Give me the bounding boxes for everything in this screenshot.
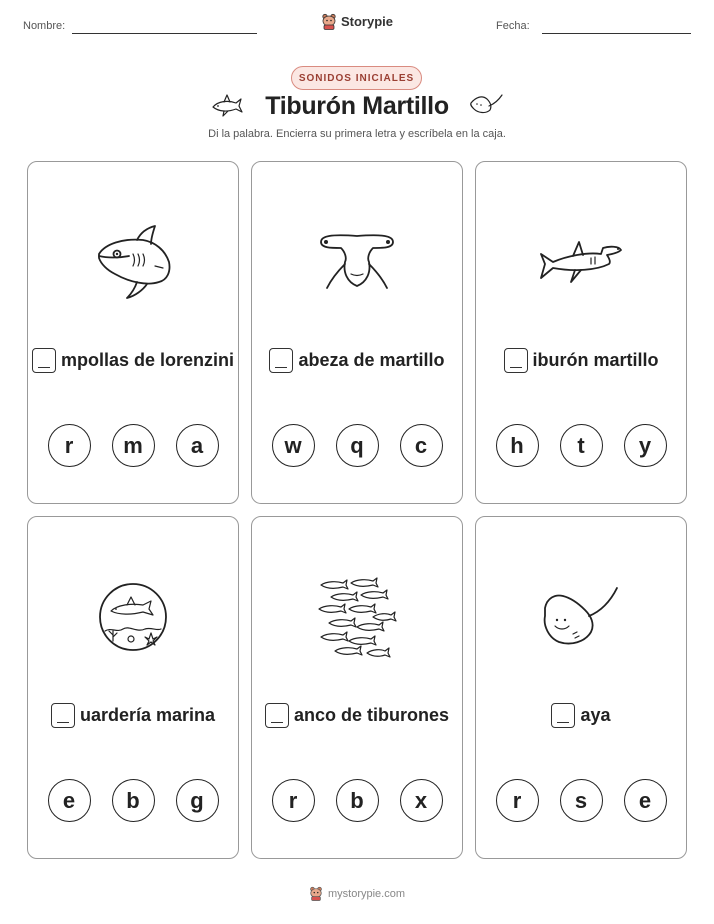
footer [0, 886, 714, 901]
card-2-word-row [252, 348, 462, 373]
date-label: Fecha: [496, 20, 530, 32]
letter-choice[interactable]: b [336, 779, 379, 822]
letter-choice[interactable]: e [624, 779, 667, 822]
letter-box[interactable] [269, 348, 293, 373]
small-stingray-icon [468, 91, 504, 121]
word-ending: anco de tiburones [293, 705, 450, 725]
card-4-word-row [28, 703, 238, 728]
letter-choice[interactable]: q [336, 424, 379, 467]
word-ending: mpollas de lorenzini [60, 350, 235, 370]
word-ending: iburón martillo [532, 350, 659, 370]
letter-choice[interactable]: m [112, 424, 155, 467]
card-3 [475, 161, 687, 504]
letter-choice[interactable]: c [400, 424, 443, 467]
card-1-word-row [28, 348, 238, 373]
letter-choice[interactable]: r [496, 779, 539, 822]
brand-logo [0, 13, 714, 30]
letter-choice[interactable]: a [176, 424, 219, 467]
card-4-image [28, 567, 238, 667]
card-2-image [252, 212, 462, 312]
instructions: Di la palabra. Encierra su primera letra y escríbela en la caja. [208, 128, 506, 140]
letter-choice[interactable]: x [400, 779, 443, 822]
letter-choice[interactable]: g [176, 779, 219, 822]
footer-url[interactable]: mystorypie.com [327, 887, 406, 900]
aquarium-shark-icon [97, 581, 169, 653]
topic-badge: SONIDOS INICIALES [291, 66, 422, 90]
page-title: Tiburón Martillo [265, 92, 449, 120]
letter-choice[interactable]: h [496, 424, 539, 467]
shark-icon [93, 224, 173, 300]
card-5-image [252, 567, 462, 667]
shark-school-icon [317, 577, 397, 657]
storypie-mascot-icon [321, 13, 337, 30]
card-1 [27, 161, 239, 504]
card-6-word-row [476, 703, 686, 728]
card-3-choices [476, 424, 686, 467]
card-4-choices [28, 779, 238, 822]
card-3-word-row [476, 348, 686, 373]
letter-box[interactable] [51, 703, 75, 728]
brand-name: Storypie [340, 14, 393, 29]
card-6 [475, 516, 687, 859]
card-5-choices [252, 779, 462, 822]
card-6-choices [476, 779, 686, 822]
letter-box[interactable] [32, 348, 56, 373]
letter-choice[interactable]: t [560, 424, 603, 467]
card-5 [251, 516, 463, 859]
stingray-icon [541, 586, 621, 648]
letter-box[interactable] [265, 703, 289, 728]
letter-choice[interactable]: r [272, 779, 315, 822]
date-field[interactable] [542, 33, 691, 34]
letter-choice[interactable]: e [48, 779, 91, 822]
card-2-choices [252, 424, 462, 467]
letter-box[interactable] [504, 348, 528, 373]
name-label: Nombre: [23, 20, 66, 32]
word-ending: aya [580, 705, 611, 725]
letter-box[interactable] [551, 703, 575, 728]
word-ending: uardería marina [79, 705, 216, 725]
card-5-word-row [252, 703, 462, 728]
letter-choice[interactable]: w [272, 424, 315, 467]
hammerhead-shark-icon [539, 234, 623, 290]
storypie-mascot-icon [309, 886, 323, 901]
letter-choice[interactable]: b [112, 779, 155, 822]
card-4 [27, 516, 239, 859]
name-field[interactable] [72, 33, 257, 34]
letter-choice[interactable]: s [560, 779, 603, 822]
letter-choice[interactable]: y [624, 424, 667, 467]
card-2 [251, 161, 463, 504]
card-3-image [476, 212, 686, 312]
card-1-image [28, 212, 238, 312]
word-ending: abeza de martillo [298, 350, 445, 370]
card-6-image [476, 567, 686, 667]
card-1-choices [28, 424, 238, 467]
letter-choice[interactable]: r [48, 424, 91, 467]
hammerhead-head-icon [317, 232, 397, 292]
